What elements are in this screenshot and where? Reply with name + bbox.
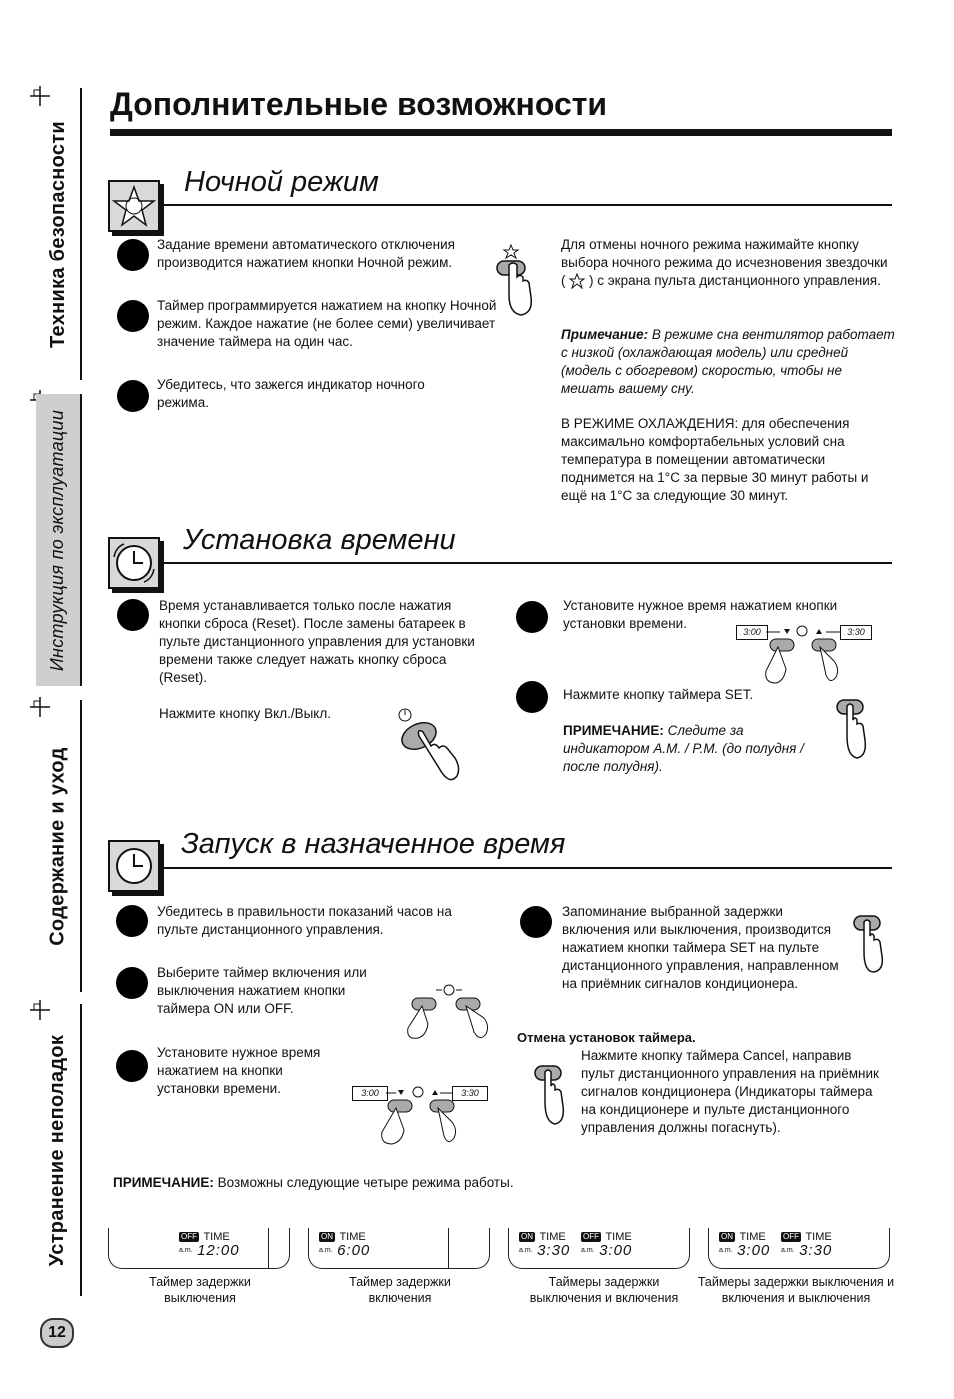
lcd-time-right: 3:30 — [452, 1086, 488, 1101]
night-cooling: В РЕЖИМЕ ОХЛАЖДЕНИЯ: для обеспечения максимально комфортабельных условий сна температура в помещении автоматически поднимется на 1°C за первые 30 минут работы и ещё на 1°C за следующие 30 минут. — [561, 416, 869, 503]
clock-icon — [108, 537, 160, 589]
side-tab-label: Содержание и уход — [46, 746, 69, 946]
timer-display-1 — [108, 1228, 290, 1269]
lcd-time-left: 3:00 — [736, 625, 768, 640]
timer-step-1: Убедитесь в правильности показаний часов на пульте дистанционного управления. — [157, 904, 452, 937]
page-number: 12 — [40, 1318, 74, 1348]
timer-cancel-text: Нажмите кнопку таймера Cancel, направив пульт дистанционного управления на приёмник сигналов кондиционера (Индикаторы таймера на кондиционере и пульте дистанционного управления должны погаснуть). — [581, 1048, 879, 1135]
step-bullet — [117, 300, 149, 332]
side-tab-safety[interactable] — [36, 88, 82, 380]
timer-display-4 — [708, 1228, 890, 1269]
clock-step-1: Время устанавливается только после нажатия кнопки сброса (Reset). После замены батареек в пульте дистанционного управления для установки времени также следует нажать кнопку сброса (Reset). — [159, 598, 475, 685]
timer-badge: OFF — [583, 1232, 599, 1241]
title-rule — [110, 129, 892, 136]
clock-icon — [108, 840, 160, 892]
section-title-night: Ночной режим — [184, 166, 379, 198]
step-bullet — [117, 599, 149, 631]
display-time: 3:30 — [799, 1242, 833, 1260]
power-button-hand-icon — [395, 706, 465, 797]
timer-badge: OFF — [783, 1232, 799, 1241]
clock-note-text: Следите за индикатором A.M. / P.M. (до полудня / после полудня). — [563, 723, 804, 774]
lcd-time-left: 3:00 — [352, 1086, 388, 1101]
step-bullet — [516, 601, 548, 633]
time-label: TIME — [203, 1231, 230, 1243]
display-caption: Таймеры задержки выключения и включения и выключения — [697, 1275, 895, 1305]
display-readout — [519, 1230, 570, 1258]
set-button-hand-icon — [852, 914, 886, 979]
clock-step-2: Установите нужное время нажатием кнопки установки времени. — [563, 598, 838, 631]
timer-display-2 — [308, 1228, 490, 1269]
timer-step-2: Выберите таймер включения или выключения нажатием кнопки таймера ON или OFF. — [157, 965, 367, 1016]
am-label: a.m. — [519, 1247, 533, 1255]
night-note-text: В режиме сна вентилятор работает с низкой (охлаждающая модель) или средней (модель с обогревом) скоростью, чтобы не мешать вашему сну. — [561, 327, 895, 396]
night-step-2: Таймер программируется нажатием на кнопку Ночной режим. Каждое нажатие (не более семи) увеличивает значение таймера на один час. — [157, 298, 497, 349]
display-readout — [719, 1230, 770, 1258]
star-outline-icon — [569, 273, 585, 289]
section-rule — [158, 204, 892, 206]
side-tab-label: Устранение неполадок — [46, 1034, 69, 1266]
night-cancel-b: ) с экрана пульта дистанционного управления. — [589, 273, 881, 288]
timer-badge: OFF — [181, 1232, 197, 1241]
step-bullet — [520, 906, 552, 938]
step-bullet — [516, 681, 548, 713]
am-label: a.m. — [179, 1247, 193, 1255]
time-label: TIME — [539, 1231, 566, 1243]
sleep-button-hand-icon — [493, 243, 537, 324]
timer-badge: ON — [521, 1232, 533, 1241]
side-tab-maintenance[interactable] — [36, 700, 82, 992]
cancel-button-hand-icon — [533, 1064, 567, 1131]
am-label: a.m. — [719, 1247, 733, 1255]
time-up-down-icon — [736, 623, 870, 685]
timer-cancel-title: Отмена установок таймера. — [517, 1030, 696, 1045]
time-buttons-illustration — [736, 623, 870, 685]
clock-step-1b: Нажмите кнопку Вкл./Выкл. — [159, 706, 331, 721]
night-cancel — [561, 236, 891, 290]
time-up-down-icon — [352, 1084, 486, 1146]
set-button-hand-icon — [835, 698, 869, 765]
time-label: TIME — [605, 1231, 632, 1243]
timer-badge: ON — [721, 1232, 733, 1241]
page-title: Дополнительные возможности — [110, 86, 608, 122]
section-title-clock: Установка времени — [183, 524, 456, 556]
night-step-1: Задание времени автоматического отключения производится нажатием кнопки Ночной режим. — [157, 237, 455, 270]
timer-step-3: Установите нужное время нажатием на кнопки установки времени. — [157, 1045, 321, 1096]
side-tab-troubleshooting[interactable] — [36, 1004, 82, 1296]
bottom-note — [113, 1174, 713, 1192]
section-title-timer: Запуск в назначенное время — [181, 828, 566, 860]
display-caption: Таймеры задержки выключения и включения — [529, 1275, 679, 1305]
display-time: 12:00 — [197, 1242, 240, 1260]
display-readout — [781, 1230, 832, 1258]
bottom-note-text: Возможны следующие четыре режима работы. — [217, 1175, 514, 1190]
display-readout — [319, 1230, 370, 1258]
display-readout — [581, 1230, 632, 1258]
display-caption: Таймер задержки включения — [349, 1275, 451, 1305]
side-tab-label: Инструкция по эксплуатации — [47, 409, 68, 671]
star-icon — [108, 180, 160, 232]
step-bullet — [116, 1050, 148, 1082]
clock-note-label: ПРИМЕЧАНИЕ: — [563, 723, 664, 738]
night-cancel-a: Для отмены ночного режима нажимайте кнопку выбора ночного режима до исчезновения звездочки ( — [561, 237, 888, 288]
side-tab-label: Техника безопасности — [46, 120, 69, 348]
display-time: 3:00 — [737, 1242, 771, 1260]
display-divider — [268, 1228, 270, 1268]
side-tab-operation[interactable] — [36, 394, 82, 686]
step-bullet — [117, 239, 149, 271]
timer-display-3 — [508, 1228, 690, 1269]
section-rule — [158, 867, 892, 869]
display-caption: Таймер задержки выключения — [149, 1275, 251, 1305]
time-label: TIME — [739, 1231, 766, 1243]
display-readout — [179, 1230, 240, 1258]
timer-step-4: Запоминание выбранной задержки включения или выключения, производится нажатием кнопки таймера SET на пульте дистанционного управления, направленном на приёмник сигналов кондиционера. — [562, 904, 839, 991]
section-rule — [158, 562, 892, 564]
night-note — [561, 326, 896, 398]
night-step-3: Убедитесь, что зажегся индикатор ночного режима. — [157, 377, 425, 410]
on-off-buttons-hand-icon — [404, 982, 494, 1047]
bottom-note-label: ПРИМЕЧАНИЕ: — [113, 1175, 214, 1190]
timer-badge: ON — [321, 1232, 333, 1241]
display-time: 3:00 — [599, 1242, 633, 1260]
step-bullet — [116, 905, 148, 937]
display-divider — [448, 1228, 450, 1268]
am-label: a.m. — [319, 1247, 333, 1255]
step-bullet — [116, 967, 148, 999]
display-time: 6:00 — [337, 1242, 371, 1260]
time-label: TIME — [805, 1231, 832, 1243]
display-time: 3:30 — [537, 1242, 571, 1260]
time-buttons-illustration — [352, 1084, 486, 1146]
time-label: TIME — [339, 1231, 366, 1243]
step-bullet — [117, 380, 149, 412]
lcd-time-right: 3:30 — [840, 625, 872, 640]
am-label: a.m. — [581, 1247, 595, 1255]
am-label: a.m. — [781, 1247, 795, 1255]
night-note-label: Примечание: — [561, 327, 649, 342]
clock-note — [563, 722, 823, 776]
clock-step-3: Нажмите кнопку таймера SET. — [563, 687, 754, 702]
